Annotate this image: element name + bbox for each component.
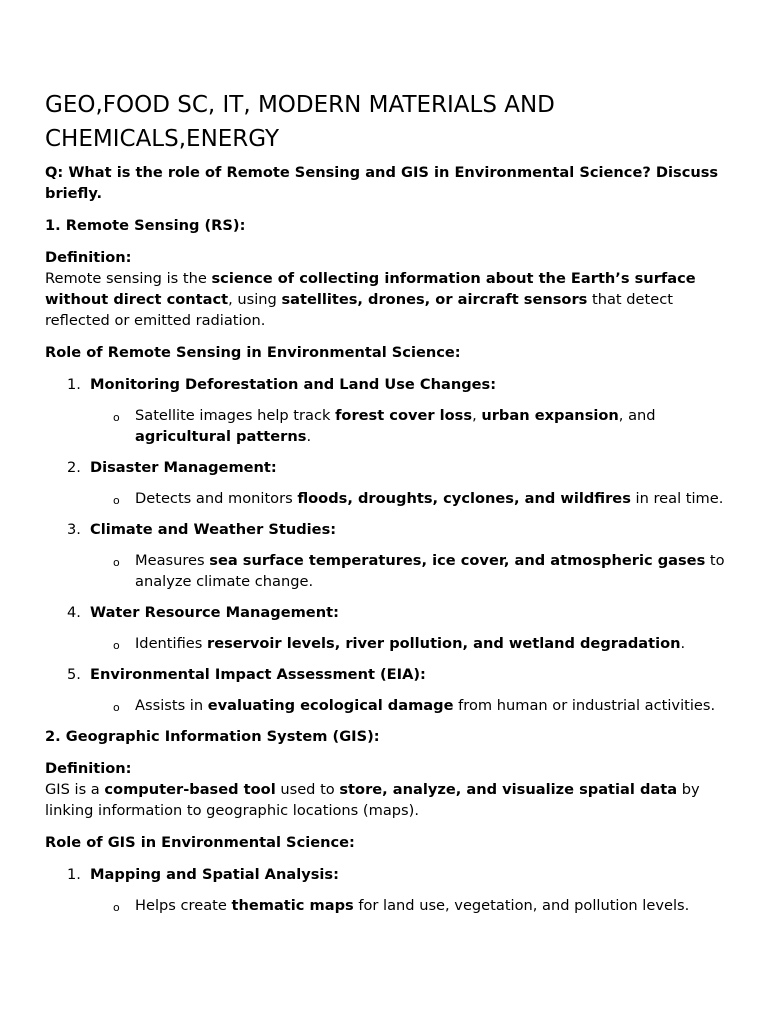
sub-list-item bbox=[45, 695, 735, 716]
list-item bbox=[45, 664, 735, 685]
bold-run: science of collecting information about the Earth’s surface without direct contact bbox=[45, 270, 696, 308]
text-run: Helps create bbox=[135, 897, 232, 914]
item-number: 1. bbox=[67, 866, 81, 883]
gis-definition-text bbox=[45, 779, 735, 821]
item-heading: Monitoring Deforestation and Land Use Changes: bbox=[90, 376, 497, 393]
item-heading: Mapping and Spatial Analysis: bbox=[90, 866, 339, 883]
item-heading: Climate and Weather Studies: bbox=[90, 521, 337, 538]
item-heading: Water Resource Management: bbox=[90, 604, 339, 621]
text-run: , bbox=[472, 407, 482, 424]
list-item bbox=[45, 864, 735, 885]
text-run: GIS is a bbox=[45, 781, 105, 798]
gis-definition-label: Definition: bbox=[45, 760, 132, 777]
text-run: Assists in bbox=[135, 697, 208, 714]
bullet-icon: o bbox=[113, 639, 120, 652]
bold-run: computer-based tool bbox=[104, 781, 276, 798]
bold-run: reservoir levels, river pollution, and wetland degradation bbox=[207, 635, 681, 652]
rs-role-heading: Role of Remote Sensing in Environmental Science: bbox=[45, 344, 461, 361]
bullet-icon: o bbox=[113, 901, 120, 914]
sub-list-item bbox=[45, 405, 735, 447]
bullet-icon: o bbox=[113, 556, 120, 569]
item-number: 5. bbox=[67, 666, 81, 683]
item-number: 3. bbox=[67, 521, 81, 538]
text-run: to analyze climate change. bbox=[135, 552, 725, 590]
text-run: that detect reflected or emitted radiation. bbox=[45, 291, 673, 329]
rs-definition-label: Definition: bbox=[45, 249, 132, 266]
text-run: Identifies bbox=[135, 635, 207, 652]
bold-run: sea surface temperatures, ice cover, and atmospheric gases bbox=[209, 552, 706, 569]
text-run: in real time. bbox=[630, 490, 724, 507]
document-page bbox=[45, 88, 735, 926]
gis-role-heading: Role of GIS in Environmental Science: bbox=[45, 834, 355, 851]
bold-run: store, analyze, and visualize spatial data bbox=[339, 781, 678, 798]
text-run: from human or industrial activities. bbox=[453, 697, 716, 714]
text-run: used to bbox=[275, 781, 340, 798]
text-run: for land use, vegetation, and pollution levels. bbox=[353, 897, 690, 914]
sub-list-item bbox=[45, 633, 735, 654]
rs-definition-text bbox=[45, 268, 735, 331]
text-run: , using bbox=[228, 291, 282, 308]
list-item bbox=[45, 519, 735, 540]
item-number: 2. bbox=[67, 459, 81, 476]
bold-run: agricultural patterns bbox=[135, 428, 307, 445]
text-run: by linking information to geographic locations (maps). bbox=[45, 781, 700, 819]
bold-run: satellites, drones, or aircraft sensors bbox=[281, 291, 588, 308]
sub-list-item bbox=[45, 488, 735, 509]
bold-run: urban expansion bbox=[481, 407, 619, 424]
sub-list-item bbox=[45, 550, 735, 592]
text-run: Measures bbox=[135, 552, 210, 569]
list-item bbox=[45, 457, 735, 478]
item-number: 4. bbox=[67, 604, 81, 621]
text-run: Detects and monitors bbox=[135, 490, 298, 507]
text-run: Remote sensing is the bbox=[45, 270, 212, 287]
sub-list-item bbox=[45, 895, 735, 916]
item-heading: Environmental Impact Assessment (EIA): bbox=[90, 666, 426, 683]
bold-run: floods, droughts, cyclones, and wildfires bbox=[297, 490, 631, 507]
bold-run: evaluating ecological damage bbox=[207, 697, 454, 714]
question-text: Q: What is the role of Remote Sensing and GIS in Environmental Science? Discuss briefly. bbox=[45, 164, 719, 202]
item-number: 1. bbox=[67, 376, 81, 393]
page-title: GEO,FOOD SC, IT, MODERN MATERIALS AND CHEMICALS,ENERGY bbox=[45, 92, 555, 152]
bold-run: thematic maps bbox=[231, 897, 354, 914]
item-heading: Disaster Management: bbox=[90, 459, 277, 476]
text-run: . bbox=[306, 428, 312, 445]
text-run: , and bbox=[618, 407, 656, 424]
rs-heading: 1. Remote Sensing (RS): bbox=[45, 217, 246, 234]
list-item bbox=[45, 602, 735, 623]
text-run: . bbox=[680, 635, 686, 652]
bullet-icon: o bbox=[113, 494, 120, 507]
bold-run: forest cover loss bbox=[335, 407, 473, 424]
gis-heading: 2. Geographic Information System (GIS): bbox=[45, 728, 380, 745]
bullet-icon: o bbox=[113, 411, 120, 424]
list-item bbox=[45, 374, 735, 395]
bullet-icon: o bbox=[113, 701, 120, 714]
text-run: Satellite images help track bbox=[135, 407, 336, 424]
